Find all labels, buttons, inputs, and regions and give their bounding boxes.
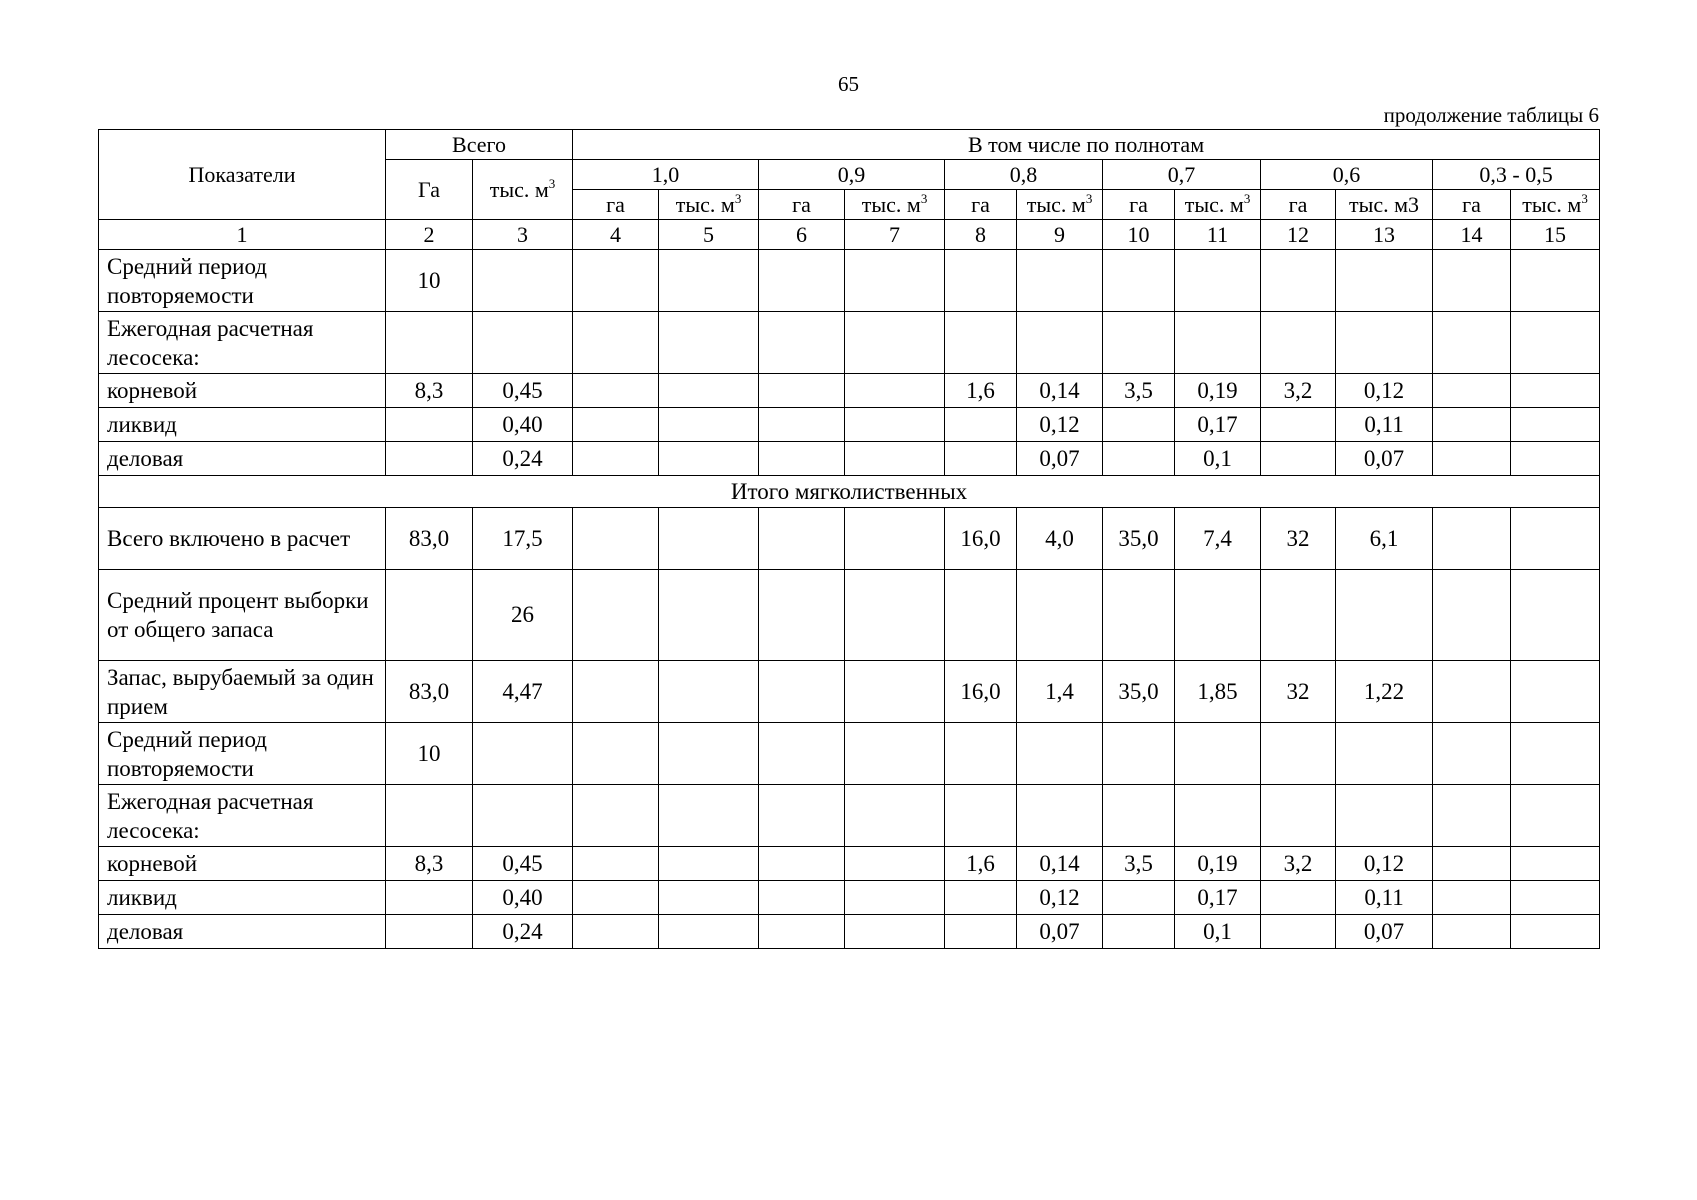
table-cell — [659, 250, 759, 312]
column-number: 4 — [573, 220, 659, 250]
column-number: 5 — [659, 220, 759, 250]
header-unit-ha: га — [573, 190, 659, 220]
table-cell — [1433, 374, 1511, 408]
table-row — [99, 723, 1600, 785]
table-cell — [473, 723, 573, 785]
table-cell — [1511, 661, 1600, 723]
table-cell: 3,5 — [1103, 374, 1175, 408]
row-label: Ежегодная расчетная лесосека: — [99, 785, 386, 847]
row-label: корневой — [99, 374, 386, 408]
table-cell: 0,1 — [1175, 915, 1261, 949]
table-cell: 0,17 — [1175, 408, 1261, 442]
table-cell — [1103, 723, 1175, 785]
table-cell: 0,07 — [1336, 442, 1433, 476]
table-cell — [1261, 408, 1336, 442]
table-cell — [386, 881, 473, 915]
table-cell: 0,14 — [1017, 847, 1103, 881]
table-cell — [1511, 408, 1600, 442]
table-cell — [1511, 250, 1600, 312]
column-number: 1 — [99, 220, 386, 250]
table-cell: 1,85 — [1175, 661, 1261, 723]
table-cell — [573, 374, 659, 408]
header-total-volume: тыс. $м^3$ — [473, 160, 573, 220]
table-cell — [573, 312, 659, 374]
table-cell — [945, 915, 1017, 949]
table-cell — [1433, 312, 1511, 374]
table-cell — [573, 570, 659, 661]
table-cell: 8,3 — [386, 374, 473, 408]
table-cell: 4,47 — [473, 661, 573, 723]
table-cell — [759, 847, 845, 881]
table-cell — [573, 250, 659, 312]
page-number: 65 — [838, 72, 859, 96]
table-cell — [659, 661, 759, 723]
header-indicators: Показатели — [99, 130, 386, 220]
column-number: 6 — [759, 220, 845, 250]
table-cell: 0,17 — [1175, 881, 1261, 915]
table-cell: 3,5 — [1103, 847, 1175, 881]
row-label: Запас, вырубаемый за один прием — [99, 661, 386, 723]
table-cell: 0,12 — [1336, 374, 1433, 408]
table-cell — [759, 250, 845, 312]
header-total: Всего — [386, 130, 573, 160]
table-cell: 1,6 — [945, 374, 1017, 408]
table-cell — [659, 374, 759, 408]
table-cell — [1336, 250, 1433, 312]
table-cell — [1336, 312, 1433, 374]
column-number: 13 — [1336, 220, 1433, 250]
table-cell — [759, 785, 845, 847]
table-cell — [1103, 915, 1175, 949]
header-unit-volume: тыс. $м^3$ — [1511, 190, 1600, 220]
table-cell — [845, 508, 945, 570]
table-cell: 83,0 — [386, 508, 473, 570]
section-title: Итого мягколиственных — [99, 476, 1600, 508]
table-cell — [1511, 508, 1600, 570]
table-cell — [573, 723, 659, 785]
header-unit-ha: га — [1433, 190, 1511, 220]
table-cell — [659, 408, 759, 442]
header-density: 1,0 — [573, 160, 759, 190]
table-row — [99, 442, 1600, 476]
table-row — [99, 408, 1600, 442]
table-cell: 4,0 — [1017, 508, 1103, 570]
table-cell — [1103, 408, 1175, 442]
table-cell — [386, 785, 473, 847]
row-label: деловая — [99, 442, 386, 476]
table-cell: 35,0 — [1103, 508, 1175, 570]
table-cell: 0,40 — [473, 881, 573, 915]
table-cell — [1175, 250, 1261, 312]
table-cell — [1017, 723, 1103, 785]
table-cell: 83,0 — [386, 661, 473, 723]
table-cell — [1261, 881, 1336, 915]
table-cell — [573, 915, 659, 949]
row-label: Средний период повторяемости — [99, 723, 386, 785]
header-unit-ha: га — [759, 190, 845, 220]
table-cell — [945, 570, 1017, 661]
table-cell — [386, 312, 473, 374]
table-cell — [473, 250, 573, 312]
table-cell: 0,45 — [473, 847, 573, 881]
table-cell — [759, 508, 845, 570]
table-cell — [1175, 723, 1261, 785]
table-cell: 0,1 — [1175, 442, 1261, 476]
table-cell: 17,5 — [473, 508, 573, 570]
header-density: 0,8 — [945, 160, 1103, 190]
table-cell — [573, 508, 659, 570]
header-density: 0,3 - 0,5 — [1433, 160, 1600, 190]
table-cell — [1336, 570, 1433, 661]
header-unit-ha: га — [1103, 190, 1175, 220]
table-cell: 6,1 — [1336, 508, 1433, 570]
header-unit-volume: тыс. $м^3$ — [1175, 190, 1261, 220]
table-cell — [659, 508, 759, 570]
table-row — [99, 508, 1600, 570]
row-label: ликвид — [99, 881, 386, 915]
table-row — [99, 847, 1600, 881]
table-cell — [759, 312, 845, 374]
table-cell — [759, 723, 845, 785]
table-cell — [845, 661, 945, 723]
column-number: 14 — [1433, 220, 1511, 250]
table-cell — [1433, 508, 1511, 570]
table-cell — [573, 881, 659, 915]
table-cell — [1433, 723, 1511, 785]
table-cell — [659, 442, 759, 476]
table-row — [99, 374, 1600, 408]
table-cell — [1433, 915, 1511, 949]
table-row — [99, 661, 1600, 723]
table-cell — [659, 847, 759, 881]
row-label: Ежегодная расчетная лесосека: — [99, 312, 386, 374]
table-cell — [659, 723, 759, 785]
header-density: 0,9 — [759, 160, 945, 190]
table-cell — [1175, 312, 1261, 374]
table-cell — [845, 312, 945, 374]
table-cell — [1103, 250, 1175, 312]
table-cell: 1,4 — [1017, 661, 1103, 723]
table-cell — [1433, 570, 1511, 661]
table-cell — [759, 915, 845, 949]
table-cell — [845, 847, 945, 881]
table-cell: 0,11 — [1336, 881, 1433, 915]
table-cell: 0,12 — [1336, 847, 1433, 881]
table-cell — [1103, 570, 1175, 661]
table-cell — [386, 408, 473, 442]
column-number: 12 — [1261, 220, 1336, 250]
table-cell — [1017, 250, 1103, 312]
table-cell — [473, 312, 573, 374]
row-label: Средний процент выборки от общего запаса — [99, 570, 386, 661]
table-cell — [1511, 374, 1600, 408]
table-cell: 0,11 — [1336, 408, 1433, 442]
table-cell — [845, 442, 945, 476]
table-cell — [386, 570, 473, 661]
table-cell: 32 — [1261, 661, 1336, 723]
table-cell — [1511, 723, 1600, 785]
header-unit-volume: тыс. $м^3$ — [1017, 190, 1103, 220]
table-cell: 16,0 — [945, 508, 1017, 570]
table-cell — [386, 915, 473, 949]
table-cell — [573, 661, 659, 723]
table-cell: 0,12 — [1017, 408, 1103, 442]
table-cell — [1175, 570, 1261, 661]
table-cell — [759, 408, 845, 442]
table-cell — [1433, 250, 1511, 312]
table-cell: 16,0 — [945, 661, 1017, 723]
table-cell — [659, 312, 759, 374]
table-cell — [1261, 442, 1336, 476]
table-cell — [1511, 442, 1600, 476]
table-cell: 10 — [386, 250, 473, 312]
table-cell — [473, 785, 573, 847]
header-total-ha: Га — [386, 160, 473, 220]
table-cell: 1,6 — [945, 847, 1017, 881]
table-cell: 3,2 — [1261, 374, 1336, 408]
table-cell — [1433, 661, 1511, 723]
table-cell: 0,07 — [1336, 915, 1433, 949]
table-cell — [1017, 785, 1103, 847]
table-cell — [845, 785, 945, 847]
table-cell — [1175, 785, 1261, 847]
table-cell — [1511, 570, 1600, 661]
table-cell: 26 — [473, 570, 573, 661]
table-cell — [1433, 408, 1511, 442]
table-cell — [1433, 442, 1511, 476]
table-cell — [1103, 442, 1175, 476]
table-row — [99, 570, 1600, 661]
table-cell: 7,4 — [1175, 508, 1261, 570]
header-density: 0,6 — [1261, 160, 1433, 190]
table-cell — [1511, 785, 1600, 847]
table-cell — [945, 408, 1017, 442]
column-number: 15 — [1511, 220, 1600, 250]
table-cell — [573, 442, 659, 476]
allowable-cut-table — [98, 129, 1600, 949]
table-cell — [845, 915, 945, 949]
table-cell: 0,24 — [473, 915, 573, 949]
table-row — [99, 312, 1600, 374]
table-cell — [1261, 570, 1336, 661]
table-cell — [845, 881, 945, 915]
table-cell — [1261, 723, 1336, 785]
table-cell — [1336, 723, 1433, 785]
table-cell — [1103, 881, 1175, 915]
header-unit-volume: тыс. $м^3$ — [845, 190, 945, 220]
table-cell — [386, 442, 473, 476]
table-row — [99, 915, 1600, 949]
table-cell — [945, 250, 1017, 312]
row-label: ликвид — [99, 408, 386, 442]
table-cell — [1433, 785, 1511, 847]
table-cell — [845, 250, 945, 312]
table-cell — [659, 881, 759, 915]
column-number: 11 — [1175, 220, 1261, 250]
table-cell — [1511, 847, 1600, 881]
table-cell: 8,3 — [386, 847, 473, 881]
header-unit-ha: га — [945, 190, 1017, 220]
table-cell: 0,07 — [1017, 915, 1103, 949]
column-number: 9 — [1017, 220, 1103, 250]
table-cell: 0,24 — [473, 442, 573, 476]
table-cell — [945, 723, 1017, 785]
table-cell: 0,19 — [1175, 374, 1261, 408]
header-unit-volume: тыс. м3 — [1336, 190, 1433, 220]
table-cell: 3,2 — [1261, 847, 1336, 881]
table-cell — [759, 442, 845, 476]
table-cell: 32 — [1261, 508, 1336, 570]
table-cell: 0,45 — [473, 374, 573, 408]
table-cell — [1261, 250, 1336, 312]
table-cell — [573, 847, 659, 881]
table-row — [99, 250, 1600, 312]
header-unit-ha: га — [1261, 190, 1336, 220]
table-cell: 1,22 — [1336, 661, 1433, 723]
table-cell — [845, 723, 945, 785]
table-cell — [1261, 915, 1336, 949]
row-label: деловая — [99, 915, 386, 949]
header-unit-volume: тыс. $м^3$ — [659, 190, 759, 220]
column-number: 3 — [473, 220, 573, 250]
table-row — [99, 785, 1600, 847]
table-cell — [945, 442, 1017, 476]
section-row — [99, 476, 1600, 508]
table-cell — [1017, 570, 1103, 661]
table-cell: 35,0 — [1103, 661, 1175, 723]
table-cell — [659, 915, 759, 949]
table-cell — [845, 408, 945, 442]
table-cell — [1261, 785, 1336, 847]
table-cell — [1511, 881, 1600, 915]
table-cell — [1433, 847, 1511, 881]
table-cell — [1261, 312, 1336, 374]
table-cell — [759, 661, 845, 723]
column-number: 2 — [386, 220, 473, 250]
table-cell: 0,40 — [473, 408, 573, 442]
table-cell — [573, 408, 659, 442]
header-density: 0,7 — [1103, 160, 1261, 190]
table-cell — [759, 570, 845, 661]
table-cell — [1511, 915, 1600, 949]
table-cell — [845, 374, 945, 408]
table-cell — [945, 785, 1017, 847]
column-number: 7 — [845, 220, 945, 250]
table-cell — [759, 374, 845, 408]
table-cell: 0,12 — [1017, 881, 1103, 915]
table-cell: 10 — [386, 723, 473, 785]
column-number: 8 — [945, 220, 1017, 250]
table-cell — [573, 785, 659, 847]
row-label: корневой — [99, 847, 386, 881]
table-cell — [759, 881, 845, 915]
table-cell — [1017, 312, 1103, 374]
header-including-by-density: В том числе по полнотам — [573, 130, 1600, 160]
table-cell: 0,14 — [1017, 374, 1103, 408]
table-cell — [945, 881, 1017, 915]
table-cell: 0,19 — [1175, 847, 1261, 881]
column-number: 10 — [1103, 220, 1175, 250]
table-cell — [1103, 785, 1175, 847]
table-cell — [1336, 785, 1433, 847]
table-cell — [1511, 312, 1600, 374]
table-cell: 0,07 — [1017, 442, 1103, 476]
table-cell — [659, 570, 759, 661]
row-label: Средний период повторяемости — [99, 250, 386, 312]
table-cell — [1103, 312, 1175, 374]
table-cell — [945, 312, 1017, 374]
table-cell — [1433, 881, 1511, 915]
table-row — [99, 881, 1600, 915]
table-cell — [659, 785, 759, 847]
row-label: Всего включено в расчет — [99, 508, 386, 570]
table-continuation-note: продолжение таблицы 6 — [1383, 103, 1599, 127]
table-cell — [845, 570, 945, 661]
